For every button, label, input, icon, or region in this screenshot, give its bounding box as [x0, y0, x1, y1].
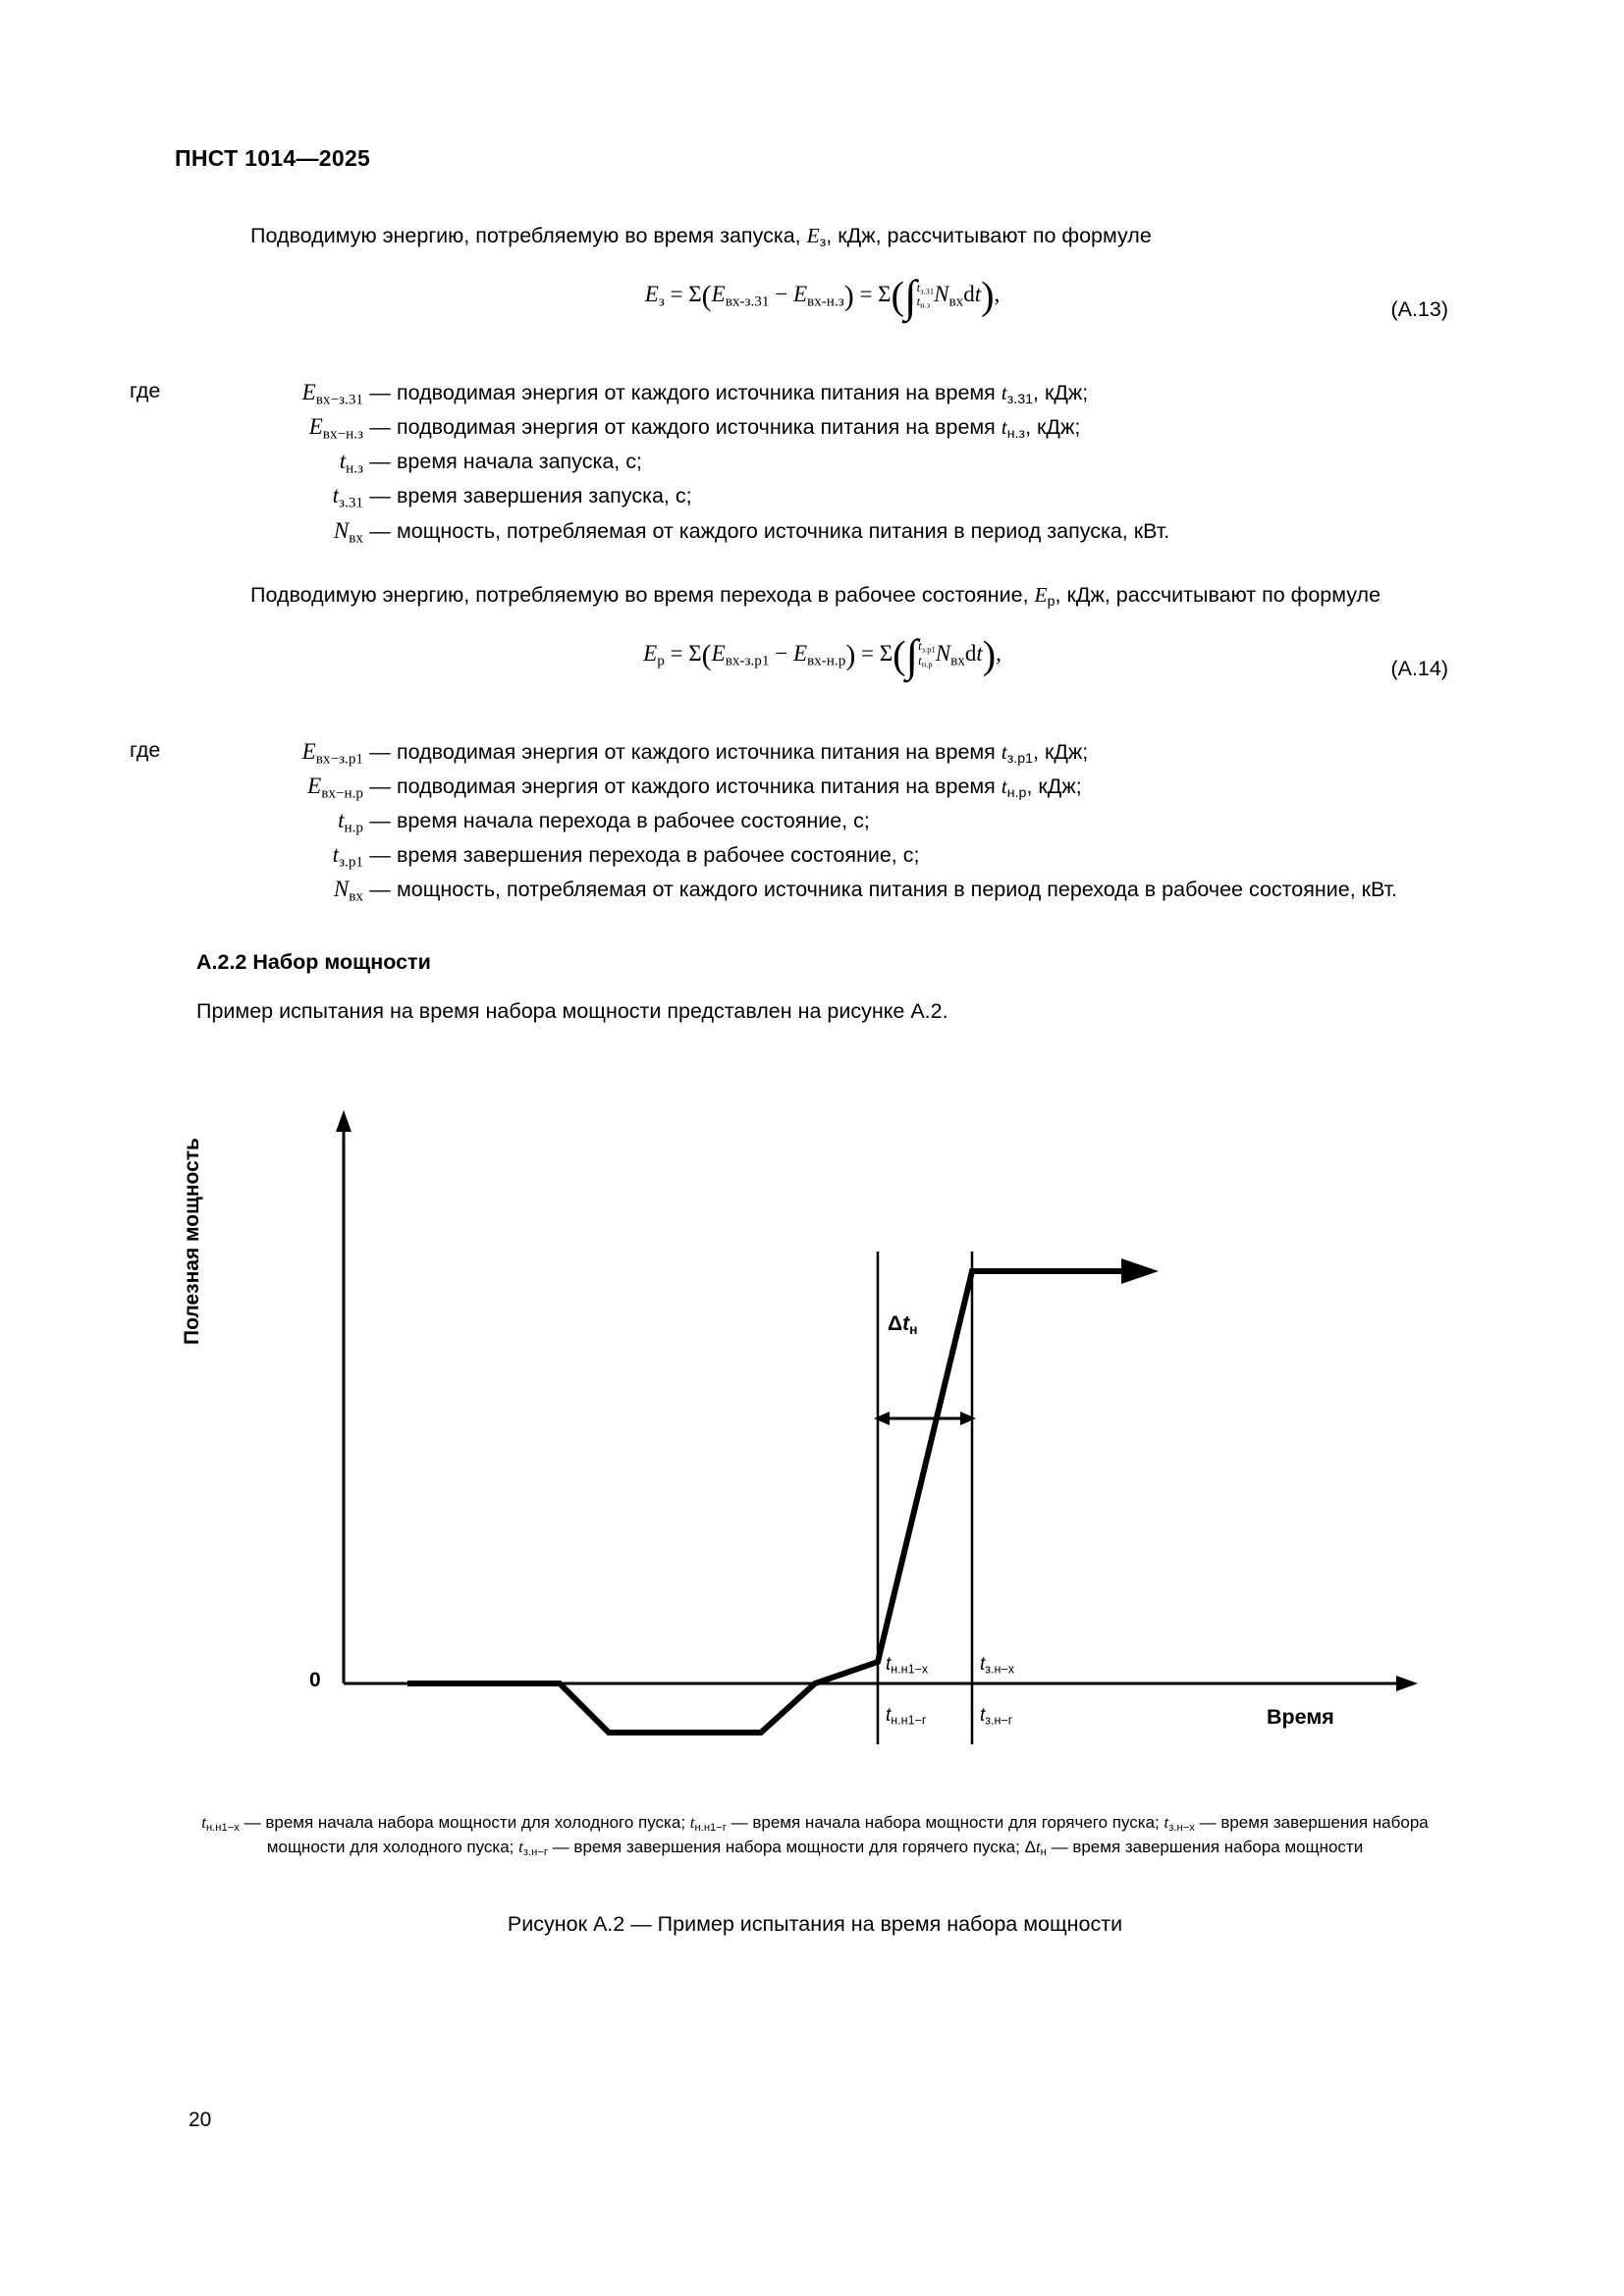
figure-caption: Рисунок А.2 — Пример испытания на время набора мощности: [507, 1912, 1123, 1936]
power-ramp-chart: [187, 1095, 1453, 1811]
figure-a2: [181, 1095, 1453, 1811]
paragraph-intro-1: Подводимую энергию, потребляемую во время запуска, $E_з$, кДж, рассчитывают по формуле: [250, 224, 1152, 250]
definition-row: $E_{вх-з.31}$ — подводимая энергия от каждого источника питания на время $t_{з.31}$, кДж;: [301, 380, 1089, 408]
power-curve: [407, 1271, 1129, 1733]
delta-label: $\Delta t_н$: [888, 1312, 918, 1337]
delta-arrow-right: [960, 1412, 976, 1425]
origin-label: 0: [309, 1669, 321, 1691]
definition-list-1: [130, 376, 1448, 549]
power-curve-arrow: [1121, 1258, 1159, 1284]
tick-label-tz-n-x: $t_{з.н-х}$: [980, 1654, 1015, 1677]
where-label-2: где: [130, 737, 161, 762]
equation-number-a13: (A.13): [1390, 297, 1448, 322]
equation-number-a14: (A.14): [1390, 656, 1448, 680]
formula-a13-row: [196, 271, 1448, 350]
definition-list-2: [130, 735, 1448, 908]
page-number: 20: [189, 2109, 212, 2131]
section-paragraph: Пример испытания на время набора мощности представлен на рисунке А.2.: [196, 998, 948, 1023]
definition-row: $t_{н.р}$ — время начала перехода в рабочее состояние, с;: [338, 807, 870, 836]
formula-a14: $E_р = \Sigma(E_{вх-з.р1} - E_{вх-н.р}) = \Sigma(\int t_{з.р1}$ $t_{н.р}$ $N_{вх}dt$),: [643, 629, 1001, 680]
paragraph-intro-2: Подводимую энергию, потребляемую во время перехода в рабочее состояние, $E_р$, кДж, рассчитывают по формуле: [250, 582, 1381, 610]
definition-row: $E_{вх-з.р1}$ — подводимая энергия от каждого источника питания на время $t_{з.р1}$, кДж;: [301, 738, 1089, 768]
definition-row: $t_{з.р1}$ — время завершения перехода в рабочее состояние, с;: [332, 842, 920, 871]
where-label-1: где: [130, 379, 161, 403]
page-header: ПНСТ 1014—2025: [175, 145, 371, 171]
y-axis-label: Полезная мощность: [181, 1138, 203, 1345]
definition-row: $E_{вх-н.з}$ — подводимая энергия от каждого источника питания на время $t_{н.з}$, кДж;: [308, 414, 1081, 443]
tick-label-tn-h1-g: $t_{н.н1-г}$: [886, 1705, 927, 1728]
definition-row: $N_{вх}$ — мощность, потребляемая от каждого источника питания в период запуска, кВт.: [333, 517, 1170, 546]
x-axis-label: Время: [1267, 1705, 1334, 1729]
x-axis-arrow: [1396, 1676, 1418, 1691]
definition-row: $t_{з.31}$ — время завершения запуска, с;: [332, 483, 692, 511]
definition-row: $t_{н.з}$ — время начала запуска, с;: [339, 449, 642, 477]
document-body: [130, 221, 1448, 1026]
definition-row: $E_{вх-н.р}$ — подводимая энергия от каждого источника питания на время $t_{н.р}$, кДж;: [307, 773, 1082, 802]
figure-note: $t_{н.н1-х}$ — время начала набора мощности для холодного пуска; $t_{н.н1-г}$ — время начала набора мощности для горячего пуска; $t_{з.н-х}$ — время завершения набора мощности для холодного пуска; $t_{з.н-г}$ — время завершения набора мощности для горячего пуска; $\Delta t_н$ — время завершения набора мощности: [201, 1813, 1429, 1859]
section-heading-a22: A.2.2 Набор мощности: [196, 950, 431, 975]
tick-label-tz-n-g: $t_{з.н-г}$: [980, 1705, 1013, 1728]
formula-a13: $E_з = \Sigma(E_{вх-з.31} - E_{вх-н.з}) = \Sigma(\int t_{з.31}$ $t_{н.з}$ $N_{вх}dt$),: [644, 271, 1001, 322]
tick-label-tn-h1-x: $t_{н.н1-х}$: [886, 1654, 929, 1677]
delta-arrow-left: [874, 1412, 890, 1425]
y-axis-arrow: [336, 1110, 352, 1132]
formula-a14-row: [196, 629, 1448, 710]
definition-row: $N_{вх}$ — мощность, потребляемая от каждого источника питания в период перехода в рабочее состояние, кВт.: [333, 877, 1398, 905]
